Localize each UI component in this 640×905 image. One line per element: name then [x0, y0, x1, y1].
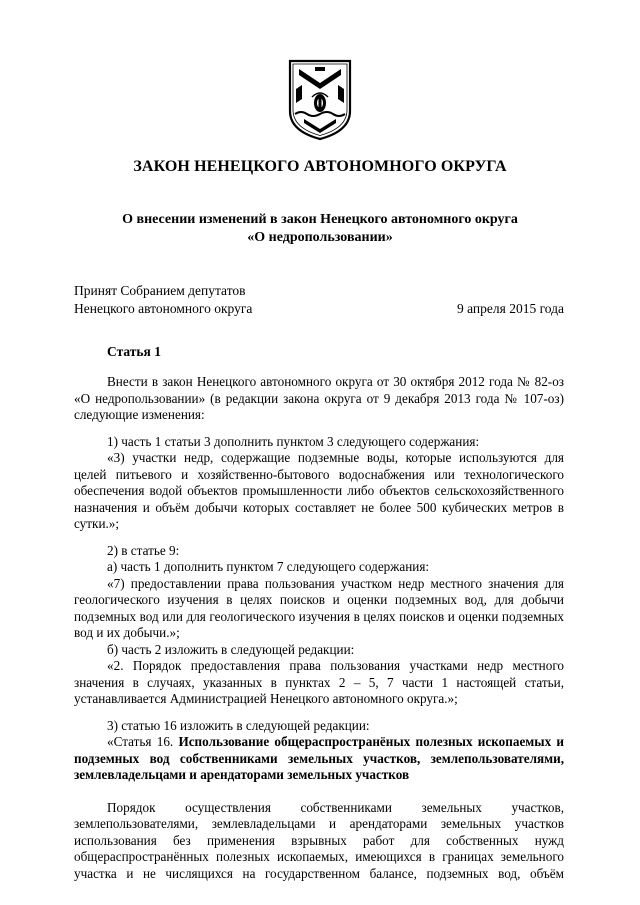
- item-3-lead: 3) статью 16 изложить в следующей редакции:: [107, 717, 370, 733]
- adoption-row: [74, 300, 564, 318]
- adoption-line-2: Ненецкого автономного округа: [74, 301, 253, 316]
- coat-of-arms-icon: [287, 59, 353, 141]
- item-2b-lead: б) часть 2 изложить в следующей редакции:: [107, 641, 355, 657]
- article-intro: Внести в закон Ненецкого автономного округа от 30 октября 2012 года № 82-оз «О недропользовании» (в редакции закона округа от 9 декабря 2013 года № 107-оз) следующие изменения:: [74, 374, 564, 422]
- item-1-lead: 1) часть 1 статьи 3 дополнить пунктом 3 следующего содержания:: [107, 433, 480, 449]
- law-subtitle-line-1: О внесении изменений в закон Ненецкого автономного округа: [122, 212, 518, 227]
- item-2a-text: «7) предоставлении права пользования участком недр местного значения для геологического изучения в целях поисков и оценки подземных вод, для добычи подземных вод или для геологического изучения в целях поисков и оценки подземных вод и их добычи.»;: [74, 575, 564, 640]
- law-title: ЗАКОН НЕНЕЦКОГО АВТОНОМНОГО ОКРУГА: [133, 158, 507, 175]
- item-2-lead: 2) в статье 9:: [107, 542, 180, 558]
- law-subtitle-line-2: «О недропользовании»: [247, 230, 393, 245]
- item-3-article-heading: [74, 734, 564, 784]
- item-2a-lead: а) часть 1 дополнить пунктом 7 следующего содержания:: [107, 559, 430, 574]
- article-heading: Статья 1: [107, 344, 161, 359]
- item-3-text: Порядок осуществления собственниками земельных участков, землепользователями, землевладельцами и арендаторами земельных участков использования без применения взрывных работ для собственных нужд общераспространённых полезных ископаемых, имеющихся в границах земельного участка и не числящихся на государственном балансе, подземных вод, объём: [74, 799, 564, 881]
- adoption-line-1: Принят Собранием депутатов: [74, 283, 246, 298]
- law-subtitle: [0, 211, 640, 247]
- item-2b-text: «2. Порядок предоставления права пользования участками недр местного значения в случаях, указанных в пунктах 2 – 5, 7 части 1 настоящей статьи, устанавливается Администрацией Ненецкого автономного округа.»;: [74, 658, 564, 706]
- coat-of-arms-emblem: [287, 59, 353, 141]
- item-1-text: «3) участки недр, содержащие подземные воды, которые используются для целей питьевого и хозяйственно-бытового водоснабжения или технологического обеспечения водой объектов промышленности либо объектов сельскохозяйственного назначения и объём добычи которых составляет не более 500 кубических метров в сутки.»;: [74, 450, 564, 531]
- article-body: [74, 374, 564, 882]
- adoption-date: 9 апреля 2015 года: [456, 301, 564, 316]
- item-3-prefix: «Статья 16.: [107, 734, 179, 749]
- adoption-block: [74, 282, 564, 318]
- item-3-heading: Использование общераспространёных полезных ископаемых и подземных вод собственниками земельных участков, землепользователями, землевладельцами и арендаторами земельных участков: [74, 734, 564, 782]
